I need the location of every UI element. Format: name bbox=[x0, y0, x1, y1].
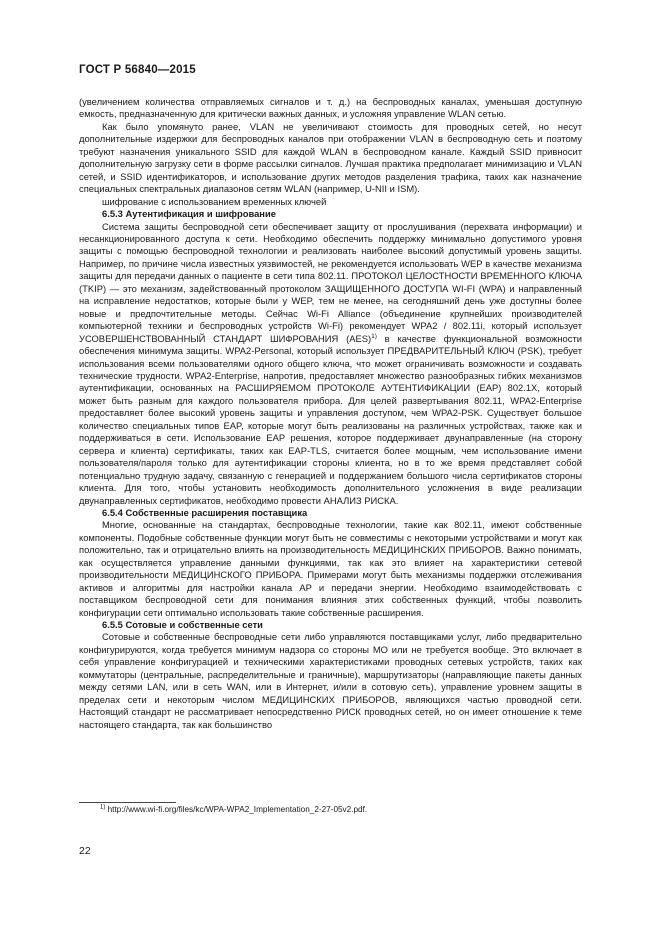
document-code-header: ГОСТ Р 56840—2015 bbox=[79, 64, 196, 76]
authentication-text-part1: Система защиты беспроводной сети обеспечивает защиту от прослушивания (перехвата информации) и несанкционированного доступа к сети. Необходимо обеспечить поддержку минимально допустимого уровня защиты с помощью беспроводной технологии и реализовать наиболее высокий допустимый уровень защиты. Например, по причине числа известных уязвимостей, не рекомендуется использовать WEP в качестве механизма защиты для передачи данных о пациенте в сети типа 802.11. ПРОТОКОЛ ЦЕЛОСТНОСТИ ВРЕМЕННОГО КЛЮЧА (TKIP) — это механизм, задействованный протоколом ЗАЩИЩЕННОГО ДОСТУПА WI-FI (WPA) и направленный на исправление недостатков, которые были у WEP, тем не менее, на сегодняшний день уже доступны более новые и предпочтительные методы. Сейчас Wi-Fi Alliance (объединение крупнейших производителей компьютерной техники и беспроводных устройств Wi-Fi) рекомендует WPA2 / 802.11i, который использует УСОВЕРШЕНСТВОВАННЫЙ СТАНДАРТ ШИФРОВАНИЯ (AES) bbox=[79, 220, 582, 344]
vlan-paragraph: Как было упомянуто ранее, VLAN не увеличивают стоимость для проводных сетей, но несут дополнительные издержки для беспроводных каналов при отображении VLAN в беспроводную сеть и поэтому требуют назначения уникального SSID для каждой WLAN в беспроводном канале. Каждый SSID привносит дополнительную загрузку сети в форме рассылки сигналов. Лучшая практика предполагает минимизацию и VLAN сетей, и SSID идентификаторов, и использование других методов разделения трафика, таких как назначение специальных спектральных диапазонов сетям WLAN (например, U-NII и ISM). bbox=[79, 120, 582, 195]
section-6-5-4-heading: 6.5.4 Собственные расширения поставщика bbox=[102, 506, 308, 518]
authentication-paragraph bbox=[79, 221, 582, 507]
footnote-divider bbox=[79, 802, 176, 803]
footnote-marker: 1) bbox=[100, 804, 106, 811]
temporal-key-paragraph: шифрование с использованием временных ключей bbox=[102, 195, 327, 207]
continuation-paragraph: (увеличением количества отправляемых сигналов и т. д.) на беспроводных каналах, уменьшая доступную емкость, предназначенную для критически важных данных, и усложняя управление WLAN сетью. bbox=[79, 96, 582, 120]
section-6-5-5-heading: 6.5.5 Сотовые и собственные сети bbox=[102, 619, 263, 631]
footnote-reference: 1) bbox=[371, 332, 377, 340]
page-number: 22 bbox=[79, 845, 91, 857]
cellular-networks-paragraph: Сотовые и собственные беспроводные сети либо управляются поставщиками услуг, либо предварительно конфигурируются, когда требуется минимум надзора со стороны МО или не требуется вообще. Это включает в себя управление конфигурацией и техническими характеристиками проводных сетевых устройств, таких как коммутаторы (центральные, распределительные и граничные), маршрутизаторы (направляющие пакеты данных между сетями LAN, или в сеть WAN, или в Интернет, и/или в сотовую сеть), управление уровнем защиты в пределах сети и некоторым числом МЕДИЦИНСКИХ ПРИБОРОВ, являющихся частью проводной сети. Настоящий стандарт не рассматривает непосредственно РИСК проводных сетей, но он имеет отношение к теме настоящего стандарта, так как большинство bbox=[79, 631, 582, 730]
authentication-text-part2: в качестве функциональной возможности обеспечения минимума защиты. WPA2-Personal, который использует ПРЕДВАРИТЕЛЬНЫЙ КЛЮЧ (PSK), требует использования всеми пользователями одного общего ключа, что может ограничивать возможности и создавать технические трудности. WPA2-Enterprise, напротив, предоставляет множество разнообразных гибких механизмов аутентификации, основанных на РАСШИРЯЕМОМ ПРОТОКОЛЕ АУТЕНТИФИКАЦИИ (EAP) 802.1X, который может быть разным для каждого пользователя прибора. Для целей развертывания 802.11, WPA2-Enterprise предоставляет более высокий уровень защиты и управления доступом, чем WPA2-PSK. Существует большое количество специальных типов EAP, которые могут быть реализованы на различных устройствах, также как и поддерживаться в сети. Использование EAP решения, которое поддерживает двунаправленные (на сторону сервера и клиента) сертификаты, таких как EAP-TLS, считается более мощным, чем использование имени пользователя/пароля только для аутентификации стороны клиента, но в то же время представляет собой потенциально трудную задачу, связанную с генерацией и поддержанием большого числа сертификатов стороны клиента. Для того, чтобы установить необходимость дополнительного усложнения в виде реализации двунаправленных сертификатов, необходимо провести АНАЛИЗ РИСКА. bbox=[79, 332, 582, 506]
section-6-5-3-heading: 6.5.3 Аутентификация и шифрование bbox=[102, 208, 276, 220]
footnote-url: http://www.wi-fi.org/files/kc/WPA-WPA2_Implementation_2-27-05v2.pdf. bbox=[105, 805, 368, 814]
footnote bbox=[100, 804, 367, 815]
vendor-extensions-paragraph: Многие, основанные на стандартах, беспроводные технологии, такие как 802.11, имеют собственные компоненты. Подобные собственные функции могут быть не совместимы с некоторыми устройствами и могут как положительно, так и отрицательно влиять на производительность МЕДИЦИНСКИХ ПРИБОРОВ. Важно понимать, как осуществляется управление данными функциями, так как это влияет на характеристики сетевой производительности МЕДИЦИНСКОГО ПРИБОРА. Примерами могут быть механизмы поддержки отслеживания активов и алгоритмы для настройки канала AP и передачи энергии. Необходимо взаимодействовать с поставщиком беспроводной сети для понимания влияния этих собственных функций, чтобы позволить конфигурации сети оптимально использовать такие собственные расширения. bbox=[79, 519, 582, 618]
document-body bbox=[79, 96, 582, 731]
